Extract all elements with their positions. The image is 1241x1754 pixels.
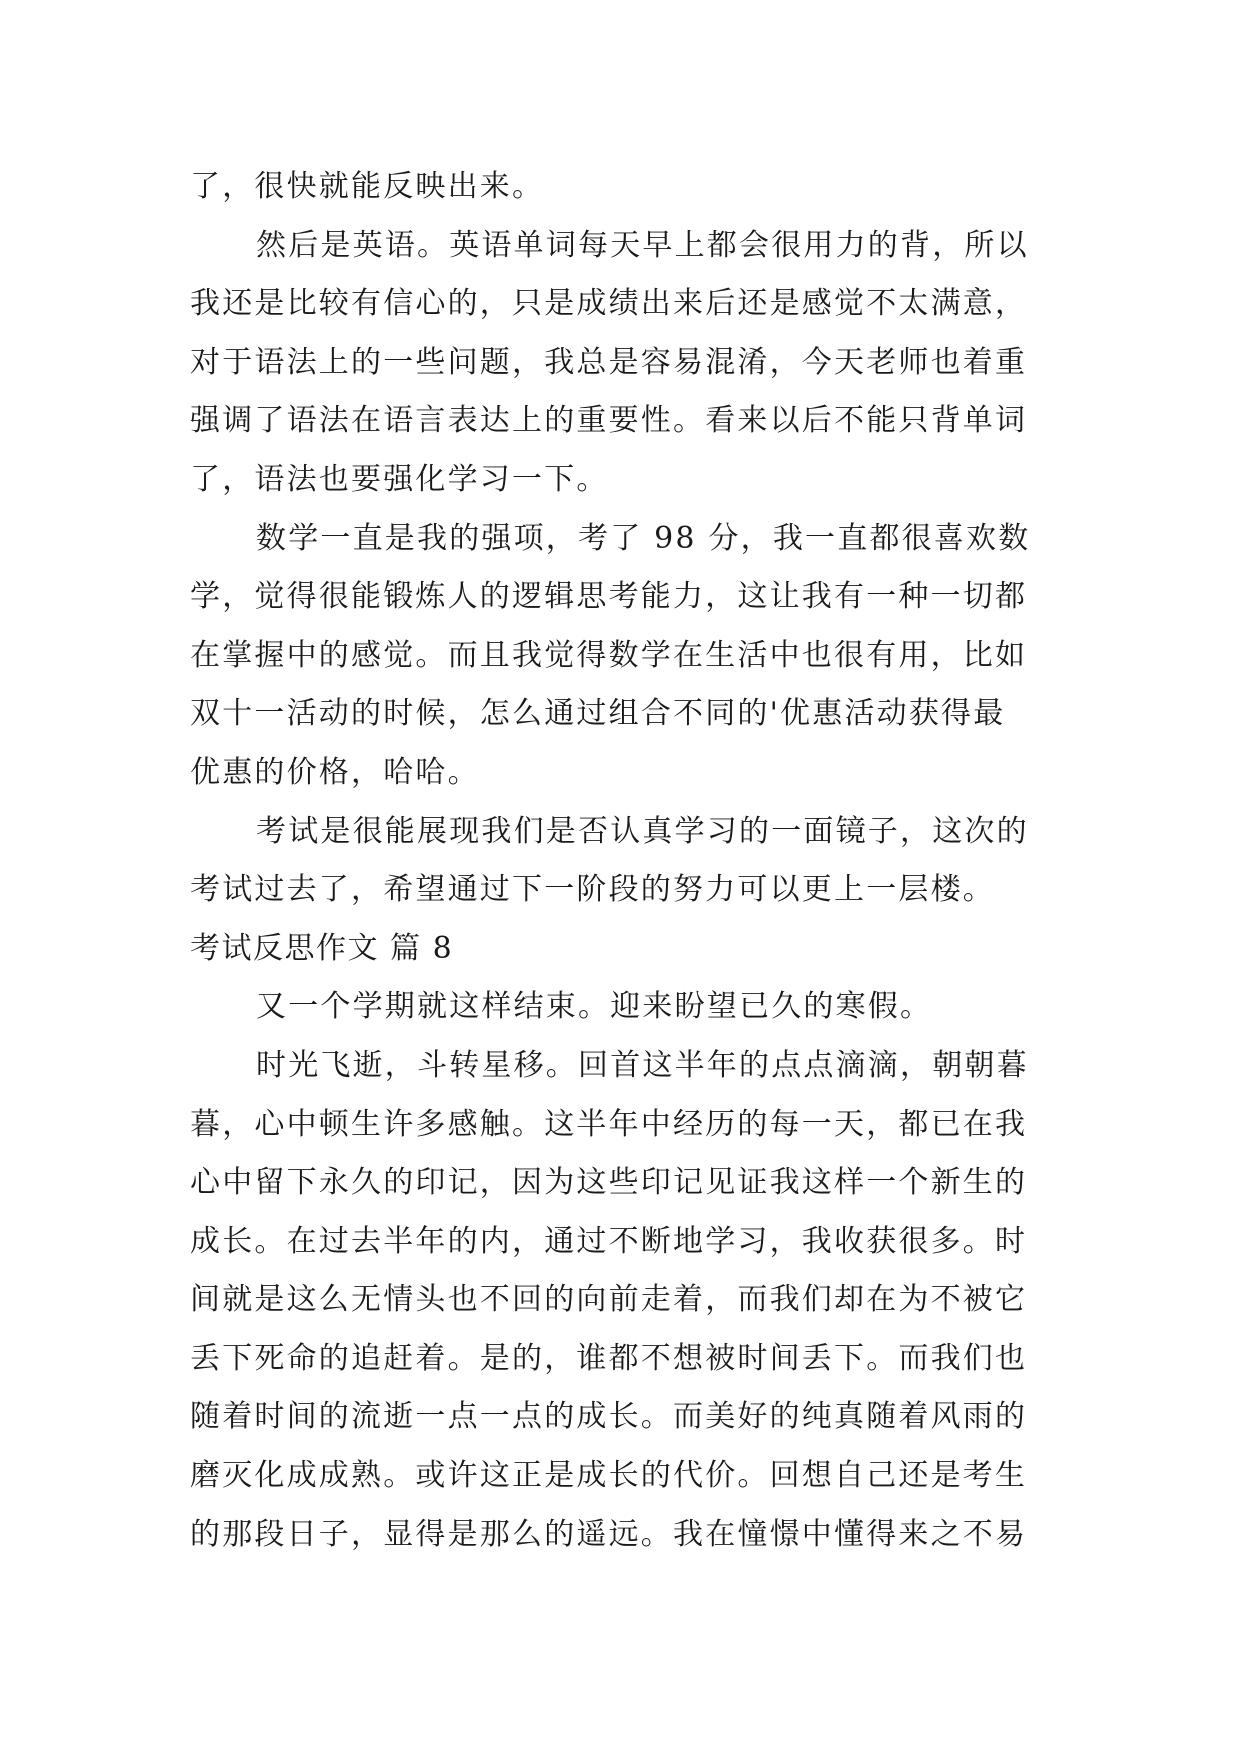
text-line: 学，觉得很能锻炼人的逻辑思考能力，这让我有一种一切都: [190, 579, 1028, 615]
text-line: 暮，心中顿生许多感触。这半年中经历的每一天，都已在我: [190, 1106, 1028, 1142]
text-line: 双十一活动的时候，怎么通过组合不同的'优惠活动获得最: [190, 696, 1006, 732]
text-line: 考试过去了，希望通过下一阶段的努力可以更上一层楼。: [190, 872, 995, 908]
text-line: 数学一直是我的强项，考了 98 分，我一直都很喜欢数: [256, 520, 1031, 556]
text-line: 了，很快就能反映出来。: [190, 169, 545, 204]
text-line: 了，语法也要强化学习一下。: [190, 461, 609, 497]
text-line: 随着时间的流逝一点一点的成长。而美好的纯真随着风雨的: [190, 1399, 1028, 1435]
text-line: 强调了语法在语言表达上的重要性。看来以后不能只背单词: [190, 403, 1028, 439]
text-line: 优惠的价格，哈哈。: [190, 754, 480, 790]
document-body: [190, 158, 1070, 1564]
text-line: 我还是比较有信心的，只是成绩出来后还是感觉不太满意，: [190, 286, 1028, 322]
text-line: 在掌握中的感觉。而且我觉得数学在生活中也很有用，比如: [190, 637, 1028, 673]
section-heading: 考试反思作文 篇 8: [190, 930, 454, 966]
text-line: 磨灭化成成熟。或许这正是成长的代价。回想自己还是考生: [190, 1458, 1028, 1494]
text-line: 又一个学期就这样结束。迎来盼望已久的寒假。: [256, 989, 933, 1025]
text-line: 的那段日子，显得是那么的遥远。我在憧憬中懂得来之不易: [190, 1516, 1028, 1552]
text-line: 丢下死命的追赶着。是的，谁都不想被时间丢下。而我们也: [190, 1340, 1028, 1376]
text-line: 对于语法上的一些问题，我总是容易混淆，今天老师也着重: [190, 344, 1028, 380]
text-line: 成长。在过去半年的内，通过不断地学习，我收获很多。时: [190, 1223, 1028, 1259]
text-line: 时光飞逝，斗转星移。回首这半年的点点滴滴，朝朝暮: [256, 1047, 1029, 1083]
text-line: 间就是这么无情头也不回的向前走着，而我们却在为不被它: [190, 1282, 1028, 1318]
text-line: 心中留下永久的印记，因为这些印记见证我这样一个新生的: [190, 1165, 1028, 1201]
text-line: 考试是很能展现我们是否认真学习的一面镜子，这次的: [256, 813, 1029, 849]
text-line: 然后是英语。英语单词每天早上都会很用力的背，所以: [256, 227, 1029, 263]
